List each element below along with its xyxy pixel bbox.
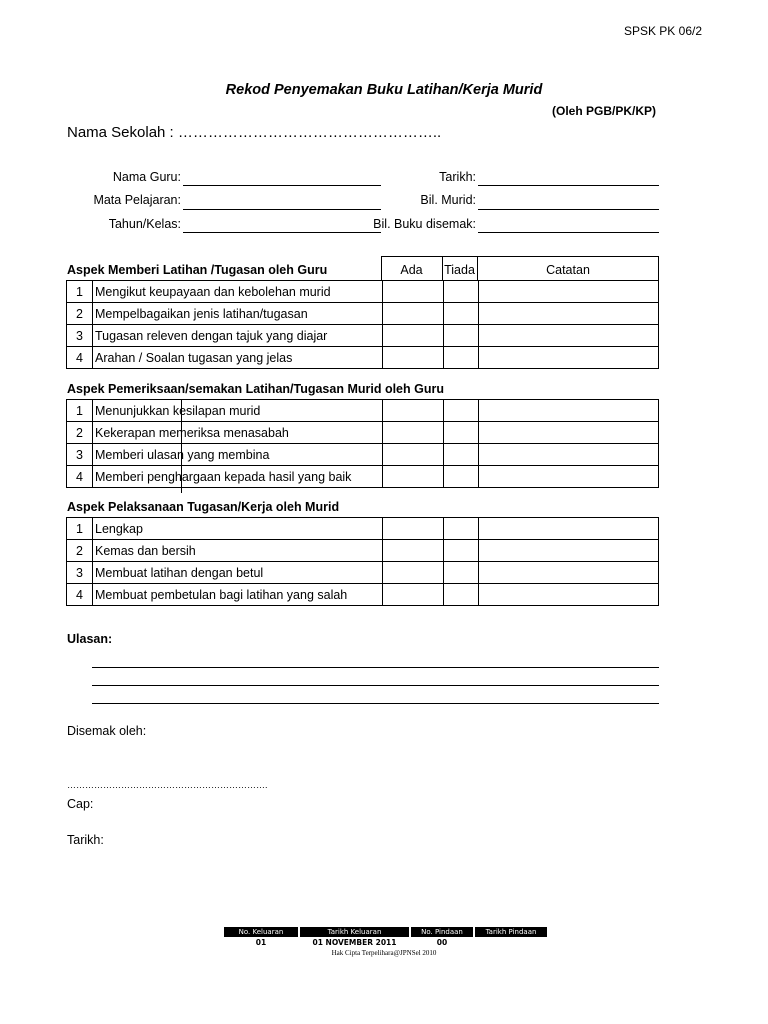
section-2-title: Aspek Pemeriksaan/semakan Latihan/Tugasan Murid oleh Guru [67,382,444,396]
date-label: Tarikh: [439,170,476,184]
table-row [67,347,659,369]
row-criterion: Arahan / Soalan tugasan yang jelas [93,347,383,369]
row-criterion: Lengkap [93,518,383,540]
ada-cell[interactable] [383,422,444,444]
tiada-cell[interactable] [444,562,479,584]
catatan-cell[interactable] [479,540,659,562]
row-number: 4 [67,466,93,488]
catatan-cell[interactable] [479,584,659,606]
ada-cell[interactable] [383,281,444,303]
catatan-cell[interactable] [479,444,659,466]
revision-table [222,927,547,947]
tiada-cell[interactable] [444,281,479,303]
row-criterion: Menunjukkan kesilapan murid [93,400,383,422]
table-row [67,584,659,606]
revision-header: Tarikh Keluaran [299,927,410,937]
subject-label: Mata Pelajaran: [93,193,181,207]
page-title: Rekod Penyemakan Buku Latihan/Kerja Murid [225,82,543,98]
catatan-cell[interactable] [479,347,659,369]
table-row [67,518,659,540]
section-3-table [66,517,659,606]
row-number: 2 [67,540,93,562]
ada-cell[interactable] [383,584,444,606]
teacher-name-line[interactable] [183,185,381,186]
books-checked-line[interactable] [478,232,659,233]
catatan-cell[interactable] [479,281,659,303]
section-1-title: Aspek Memberi Latihan /Tugasan oleh Guru [67,263,328,277]
ada-cell[interactable] [383,518,444,540]
table-row [67,400,659,422]
table-row [67,325,659,347]
ada-cell[interactable] [383,303,444,325]
tiada-cell[interactable] [444,400,479,422]
revision-header: No. Keluaran [223,927,299,937]
revision-header: Tarikh Pindaan [474,927,547,937]
revision-value: 01 NOVEMBER 2011 [312,937,397,947]
teacher-name-label: Nama Guru: [112,170,181,184]
date-line[interactable] [478,185,659,186]
sign-date-label: Tarikh: [67,833,104,847]
section-1-table [66,280,659,369]
ada-cell[interactable] [383,444,444,466]
review-line[interactable] [92,667,659,668]
row-criterion: Mengikut keupayaan dan kebolehan murid [93,281,383,303]
row-number: 3 [67,325,93,347]
signature-line[interactable]: …………………………………………………………. [67,780,268,790]
issuer-note: (Oleh PGB/PK/KP) [551,104,656,118]
stamp-label: Cap: [67,797,94,811]
row-number: 4 [67,584,93,606]
catatan-cell[interactable] [479,466,659,488]
row-criterion: Membuat pembetulan bagi latihan yang salah [93,584,383,606]
column-tiada: Tiada [444,263,475,277]
student-count-line[interactable] [478,209,659,210]
revision-header: No. Pindaan [410,927,474,937]
catatan-cell[interactable] [479,518,659,540]
row-criterion: Membuat latihan dengan betul [93,562,383,584]
row-criterion: Memberi penghargaan kepada hasil yang baik [93,466,383,488]
section-2-table [66,399,659,488]
catatan-cell[interactable] [479,325,659,347]
row-criterion: Mempelbagaikan jenis latihan/tugasan [93,303,383,325]
tiada-cell[interactable] [444,466,479,488]
table-row [67,562,659,584]
ada-cell[interactable] [383,347,444,369]
column-catatan: Catatan [546,263,590,277]
tiada-cell[interactable] [444,347,479,369]
table-row [67,281,659,303]
tiada-cell[interactable] [444,325,479,347]
table-row [67,444,659,466]
catatan-cell[interactable] [479,422,659,444]
table-row [67,466,659,488]
checked-by-label: Disemak oleh: [67,724,147,738]
row-number: 2 [67,303,93,325]
row-number: 2 [67,422,93,444]
catatan-cell[interactable] [479,562,659,584]
tiada-cell[interactable] [444,518,479,540]
revision-value: 01 [255,937,267,947]
tiada-cell[interactable] [444,303,479,325]
stray-divider-line [181,399,182,493]
row-criterion: Kekerapan memeriksa menasabah [93,422,383,444]
revision-value [474,937,547,947]
review-line[interactable] [92,703,659,704]
ada-cell[interactable] [383,466,444,488]
row-number: 1 [67,518,93,540]
row-criterion: Memberi ulasan yang membina [93,444,383,466]
row-criterion: Tugasan releven dengan tajuk yang diajar [93,325,383,347]
school-name-field: Nama Sekolah : …………………………………………….. [67,124,442,141]
year-class-line[interactable] [183,232,381,233]
tiada-cell[interactable] [444,444,479,466]
tiada-cell[interactable] [444,422,479,444]
year-class-label: Tahun/Kelas: [108,217,181,231]
row-number: 4 [67,347,93,369]
table-row [67,303,659,325]
row-criterion: Kemas dan bersih [93,540,383,562]
document-code: SPSK PK 06/2 [623,24,702,38]
catatan-cell[interactable] [479,400,659,422]
row-number: 1 [67,400,93,422]
copyright-text: Hak Cipta Terpelihara@JPNSel 2010 [331,949,437,957]
revision-value: 00 [436,937,448,947]
table-row [67,540,659,562]
row-number: 3 [67,562,93,584]
books-checked-label: Bil. Buku disemak: [373,217,476,231]
tiada-cell[interactable] [444,540,479,562]
ada-cell[interactable] [383,540,444,562]
row-number: 3 [67,444,93,466]
ada-cell[interactable] [383,400,444,422]
ada-cell[interactable] [383,325,444,347]
table-row [67,422,659,444]
student-count-label: Bil. Murid: [420,193,476,207]
review-line[interactable] [92,685,659,686]
tiada-cell[interactable] [444,584,479,606]
row-number: 1 [67,281,93,303]
ada-cell[interactable] [383,562,444,584]
column-ada: Ada [400,263,423,277]
review-label: Ulasan: [67,632,113,646]
catatan-cell[interactable] [479,303,659,325]
section-3-title: Aspek Pelaksanaan Tugasan/Kerja oleh Murid [67,500,340,514]
subject-line[interactable] [183,209,381,210]
